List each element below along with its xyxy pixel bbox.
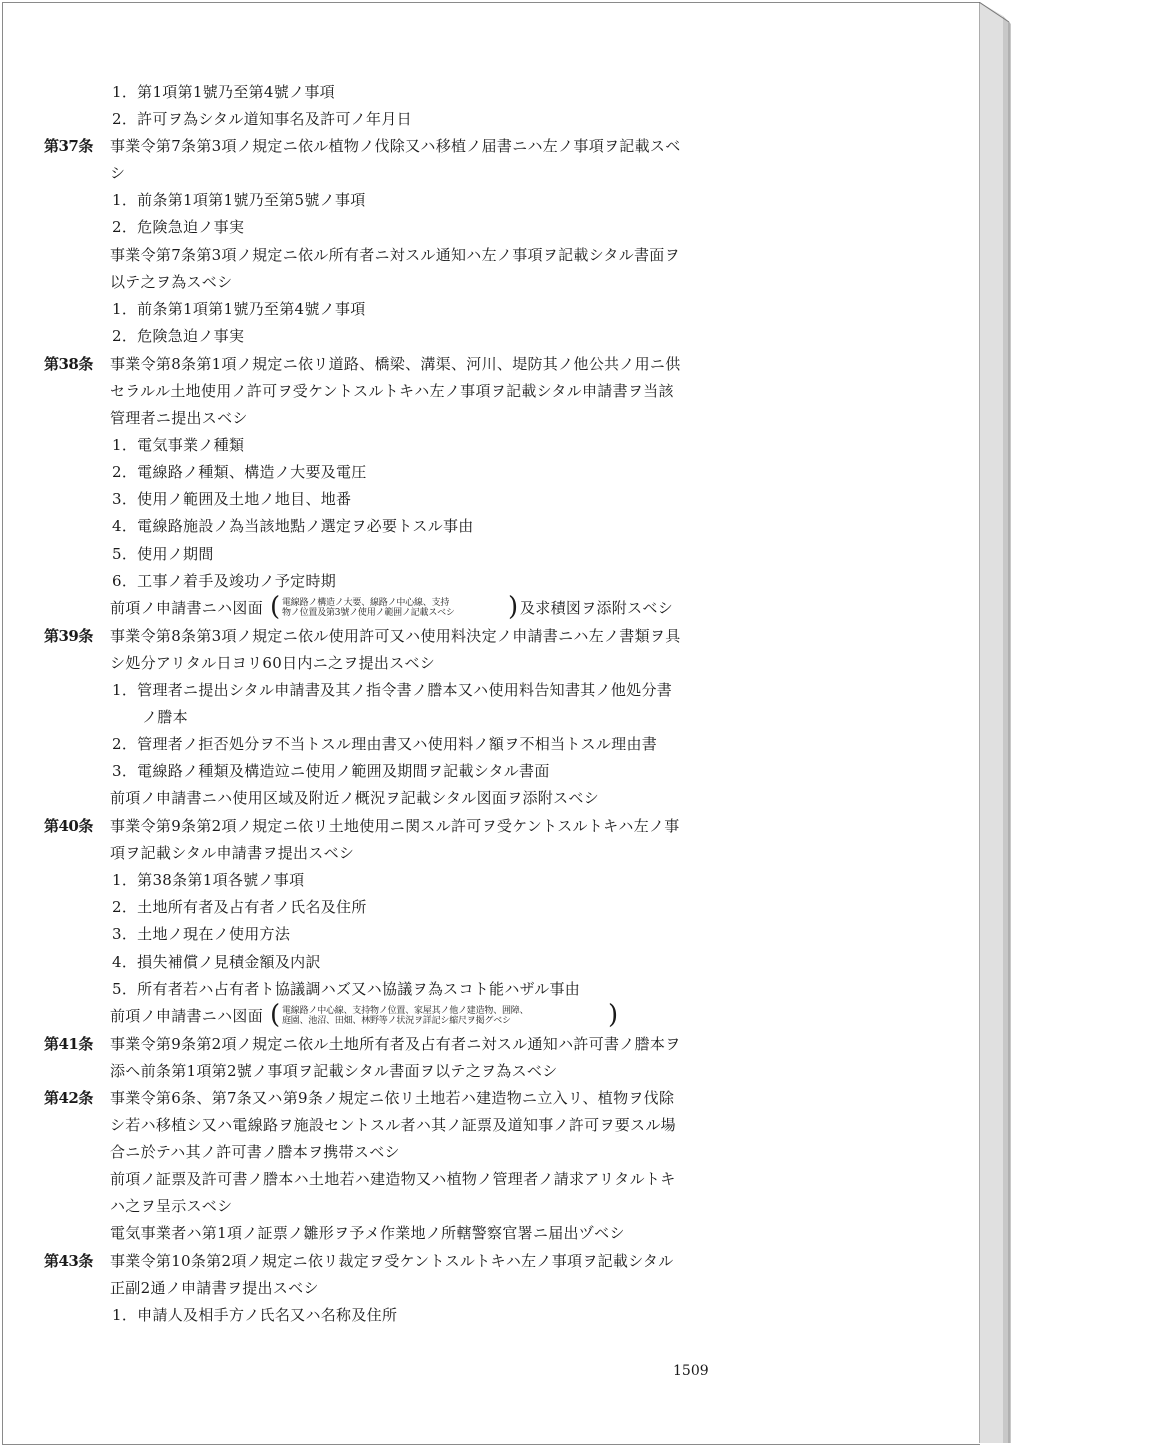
- text-line: 2．電線路ノ種類、構造ノ大要及電圧: [112, 463, 367, 481]
- text-line: 2．危険急迫ノ事実: [112, 327, 245, 345]
- article-heading: 第38条: [44, 355, 93, 373]
- text-line: 1．前条第1項第1號乃至第5號ノ事項: [112, 191, 366, 209]
- page-number: 1509: [673, 1363, 709, 1379]
- bracket-note: 電線路ノ中心線、支持物ノ位置、家屋其ノ他ノ建造物、囲障、: [282, 1006, 529, 1016]
- text-line: 2．土地所有者及占有者ノ氏名及住所: [112, 898, 367, 916]
- text-line: 2．管理者ノ拒否処分ヲ不当トスル理由書又ハ使用料ノ額ヲ不相当トスル理由書: [112, 735, 658, 753]
- text-line: 事業令第8条第1項ノ規定ニ依リ道路、橋梁、溝渠、河川、堤防其ノ他公共ノ用ニ供: [110, 355, 681, 373]
- text-line: 2．危険急迫ノ事実: [112, 218, 245, 236]
- text-line: 事業令第7条第3項ノ規定ニ依ル所有者ニ対スル通知ハ左ノ事項ヲ記載シタル書面ヲ: [110, 246, 680, 264]
- text-line: 前項ノ証票及許可書ノ謄本ハ土地若ハ建造物又ハ植物ノ管理者ノ請求アリタルトキ: [110, 1170, 676, 1188]
- text-line: 1．第38条第1項各號ノ事項: [112, 871, 305, 889]
- bracket-open: (: [270, 1000, 281, 1030]
- page-edge-stack: [979, 2, 1011, 1443]
- text-line: シ: [110, 164, 126, 182]
- text-line: 3．電線路ノ種類及構造竝ニ使用ノ範囲及期間ヲ記載シタル書面: [112, 762, 550, 780]
- text-line: 正副2通ノ申請書ヲ提出スベシ: [110, 1279, 319, 1297]
- text-line: セラルル土地使用ノ許可ヲ受ケントスルトキハ左ノ事項ヲ記載シタル申請書ヲ当該: [110, 382, 674, 400]
- text-line: 3．土地ノ現在ノ使用方法: [112, 925, 291, 943]
- text-line: シ若ハ移植シ又ハ電線路ヲ施設セントスル者ハ其ノ証票及道知事ノ許可ヲ要スル場: [110, 1116, 676, 1134]
- text-line: 前項ノ申請書ニハ図面: [110, 599, 264, 617]
- article-heading: 第39条: [44, 627, 93, 645]
- text-line: 1．申請人及相手方ノ氏名又ハ名称及住所: [112, 1306, 398, 1324]
- bracket-open: (: [270, 592, 281, 622]
- text-line: シ処分アリタル日ヨリ60日内ニ之ヲ提出スベシ: [110, 654, 436, 672]
- text-line: 項ヲ記載シタル申請書ヲ提出スベシ: [110, 844, 355, 862]
- text-line: 事業令第9条第2項ノ規定ニ依リ土地使用ニ関スル許可ヲ受ケントスルトキハ左ノ事: [110, 817, 680, 835]
- text-line: 1．第1項第1號乃至第4號ノ事項: [112, 83, 335, 101]
- text-line: 以テ之ヲ為スベシ: [110, 273, 233, 291]
- text-line: ハ之ヲ呈示スベシ: [110, 1197, 233, 1215]
- text-line: 1．前条第1項第1號乃至第4號ノ事項: [112, 300, 366, 318]
- text-line: 事業令第8条第3項ノ規定ニ依ル使用許可又ハ使用料決定ノ申請書ニハ左ノ書類ヲ具: [110, 627, 681, 645]
- text-line: 1．管理者ニ提出シタル申請書及其ノ指令書ノ謄本又ハ使用料告知書其ノ他処分書: [112, 681, 673, 699]
- article-heading: 第43条: [44, 1252, 93, 1270]
- bracket-note: 庭園、池沼、田畑、林野等ノ状況ヲ詳記シ縮尺ヲ掲グベシ: [282, 1016, 511, 1026]
- bracket-note: 電線路ノ構造ノ大要、線路ノ中心線、支持: [282, 598, 450, 608]
- text-line: 4．損失補償ノ見積金額及内訳: [112, 953, 321, 971]
- article-heading: 第42条: [44, 1089, 93, 1107]
- text-line: 5．所有者若ハ占有者ト協議調ハズ又ハ協議ヲ為スコト能ハザル事由: [112, 980, 581, 998]
- bracket-close: ): [508, 592, 519, 622]
- text-line: 管理者ニ提出スベシ: [110, 409, 248, 427]
- text-line: 3．使用ノ範囲及土地ノ地目、地番: [112, 490, 352, 508]
- text-line: 事業令第7条第3項ノ規定ニ依ル植物ノ伐除又ハ移植ノ届書ニハ左ノ事項ヲ記載スベ: [110, 137, 681, 155]
- bracket-close: ): [608, 1000, 619, 1030]
- bracket-note: 物ノ位置及第3號ノ使用ノ範囲ノ記載スベシ: [282, 608, 455, 618]
- text-line: 1．電気事業ノ種類: [112, 436, 245, 454]
- article-heading: 第40条: [44, 817, 93, 835]
- text-line: 2．許可ヲ為シタル道知事名及許可ノ年月日: [112, 110, 412, 128]
- text-line: 6．工事ノ着手及竣功ノ予定時期: [112, 572, 337, 590]
- text-line: 事業令第9条第2項ノ規定ニ依ル土地所有者及占有者ニ対スル通知ハ許可書ノ謄本ヲ: [110, 1035, 681, 1053]
- text-line: ノ謄本: [142, 708, 188, 726]
- text-line: 事業令第6条、第7条又ハ第9条ノ規定ニ依リ土地若ハ建造物ニ立入リ、植物ヲ伐除: [110, 1089, 675, 1107]
- text-line: 合ニ於テハ其ノ許可書ノ謄本ヲ携帯スベシ: [110, 1143, 400, 1161]
- text-line: 電気事業者ハ第1項ノ証票ノ雛形ヲ予メ作業地ノ所轄警察官署ニ届出ヅベシ: [110, 1224, 625, 1242]
- text-line: 及求積図ヲ添附スベシ: [520, 599, 674, 617]
- article-heading: 第41条: [44, 1035, 93, 1053]
- article-heading: 第37条: [44, 137, 93, 155]
- text-line: 前項ノ申請書ニハ図面: [110, 1007, 264, 1025]
- text-line: 4．電線路施設ノ為当該地點ノ選定ヲ必要トスル事由: [112, 517, 474, 535]
- text-line: 事業令第10条第2項ノ規定ニ依リ裁定ヲ受ケントスルトキハ左ノ事項ヲ記載シタル: [110, 1252, 674, 1270]
- text-line: 添ヘ前条第1項第2號ノ事項ヲ記載シタル書面ヲ以テ之ヲ為スベシ: [110, 1062, 558, 1080]
- text-line: 5．使用ノ期間: [112, 545, 214, 563]
- text-line: 前項ノ申請書ニハ使用区域及附近ノ概況ヲ記載シタル図面ヲ添附スベシ: [110, 789, 600, 807]
